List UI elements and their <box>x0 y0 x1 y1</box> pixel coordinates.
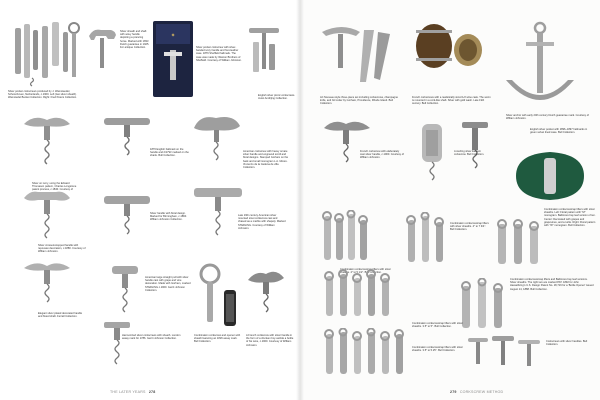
caption-wine-cask: French corkscrews with a realistically sized 1/2 wine cask. The worm is mounted in a cork-like shaft. Silver with gold wash. Late 19th century. Bull Collection. <box>412 96 491 106</box>
right-page <box>300 0 600 400</box>
harmonized-sheath-corkscrew-image <box>100 320 134 376</box>
pat-1892-openers-image <box>458 278 506 332</box>
ivory-thomason-corkscrew-image <box>22 114 72 174</box>
caption-plated-fluted: Elegant silver plated decorated handle and fluted shaft. Ferrall Collection. <box>38 312 83 319</box>
left-folio <box>110 390 155 394</box>
caption-cap-lifters-1: Combination corkscrew/cap lifters with silver sheaths. 4" to 5 1/2". Bull Collection. <box>340 268 391 275</box>
birmingham-floral-corkscrew-image <box>102 190 152 246</box>
caption-english-hallmark: 1876 English hallmark on the handle and 2/1793 marked on the shank. Bull Collection. <box>150 148 189 158</box>
caption-gorham-american: American corkscrew with heavy ornate silver handle and engraved scroll and floral designs. Stamped Gorham on the back and small monogram L.A. Moore. Vincenzo de la Cadena de villa Collection. <box>243 150 289 170</box>
cap-lifters-group-3-image <box>322 328 412 378</box>
cased-pocket-corkscrew-image <box>152 20 194 98</box>
caption-silver-anchor: Silver anchor with early 20th century Dutch guarantee mark. Courtesy of William Johnston. <box>506 114 589 121</box>
caption-grape-vine: American large straight pull with silver handle cast with grape and vine decoration. Made with Gorham, marked STERLING c.1900. Gerrit Johnson Collection. <box>145 276 191 292</box>
cap-lifters-monogram-image <box>494 218 544 268</box>
dutch-pocket-corkscrews-image <box>12 20 82 88</box>
horse-sheath-corkscrew-image <box>86 24 120 70</box>
english-hallmark-corkscrew-image <box>102 114 152 164</box>
caption-repousse: Silver crossed-stopped handle with repoussé decoration, c.1880. Courtesy of William Johnston. <box>38 244 86 254</box>
drunken-boy-corkscrew-image <box>244 268 288 324</box>
art-nouveau-set-image <box>318 22 398 92</box>
caption-english-picnic: English silver picnic corkscrews. Joost Andrijing Collection. <box>258 94 296 101</box>
caption-cap-lifters-4: Combination corkscrew/cap lifters with silver sheaths. 3.5" to 5.25". Bull Collection. <box>412 346 463 353</box>
caption-pat-1892: Combination corkscrews/cap lifters and Baltimore bay leaf versions. Silver sheaths. The right two are marked PAT. 1892 for John Hasselbring's U.S. Design Patent No. 18,716 for a 'Bottle Opener' issued August 14, 1888. Bull Collection. <box>510 278 594 291</box>
repousse-corkscrew-image <box>22 188 72 244</box>
caption-birmingham-floral: Silver handle with floral design. Marked for Birmingham, c.1860. William Johnston Collection. <box>150 212 187 222</box>
caption-silver-handles: Corkscrews with silver handles. Bull Collection. <box>546 340 588 347</box>
caption-harmonized-sheath: Harmonized silver corkscrews with sheath. London assay mark for 1786. Gerrit Johnson Collection. <box>122 334 181 341</box>
sterling-eastern-corkscrew-image <box>412 120 452 192</box>
caption-sterling-eastern: A sterling silver Eastern corkscrew. Bull Collection. <box>454 150 485 157</box>
caption-cap-lifters-3: Combination corkscrew/cap lifters with silver sheaths. 3.5" to 5". Bull Collection. <box>412 322 463 329</box>
french-cast-corkscrew-image <box>322 118 372 174</box>
gorham-american-corkscrew-image <box>190 112 242 168</box>
wine-cask-corkscrew-image <box>412 20 492 72</box>
opener-sheath-corkscrew-image <box>198 262 242 330</box>
left-page-number: 278 <box>148 390 156 394</box>
caption-horse-sheath: Silver sheath and shaft with wavy handle depicting a prancing horse. Marked with 1833 Dutch guarantee in 1925. For antique Collection. <box>120 30 150 50</box>
right-running-head: CORKSCREW METHOD <box>459 390 504 394</box>
cap-lifters-group-1-image <box>320 210 376 266</box>
caption-dutch-pocket: Silver pocket corkscrews produced by J. Wamsteedel, Schoonhoven, Netherlands, c.1900. Left (two silver sheath). Wamstedel Bucket Collection. Right: Fred Peters Collection. <box>8 90 77 100</box>
english-picnic-corkscrews-image <box>245 22 283 90</box>
grape-vine-straight-pull-image <box>110 262 140 318</box>
sterling-stout-corkscrew-image <box>192 182 244 242</box>
caption-green-velvet: English silver pocket with 1896–1897 hallmarks in green velvet lined case. Bull Collection. <box>530 128 588 135</box>
caption-art-nouveau: Art Nouveau style three-piece set including corkscrews, champagne knife, and foil cutter by Gorham, Providence, Rhode Island. Bull Collection. <box>320 96 398 106</box>
baltimore-bay-leaf-image <box>322 268 402 320</box>
book-gutter <box>296 0 304 400</box>
caption-cap-lifters-monogram: Combination corkscrew/cap lifters with silver sheaths. Left: Floral pattern with "M" monogram. Baltimore bay leaf version of ten. Center: Decorated with grapes and grapevines, and a turtle. Right: Floral pattern with "W" monogram. Bull Collection. <box>544 208 596 228</box>
caption-cap-lifters-2: Combination corkscrew/cap lifters with silver sheaths. 4" to 7 3/4". Bull Collection. <box>450 222 489 232</box>
caption-sterling-stout: Late 19th century American silver mounted stout corkscrew cast and chased as a marble with shapely. Marked STERLING. Courtesy of William Johnston. <box>238 214 286 230</box>
silver-handle-corkscrews-image <box>466 334 546 378</box>
caption-drunken-boy: A French corkscrew with silver handle in the form of a drunken boy astride a bottle of his wine, c.1900. Courtesy of William Johnston. <box>246 334 294 347</box>
caption-cased-pocket: Silver pocket corkscrew with silver-banded ivory handle and foot-leather case. 1876 Sheffield hallmark. The case was made by Weston Brothers of Sheffield. Courtesy of William Johnston. <box>196 46 242 62</box>
svg-text:◆: ◆ <box>171 32 175 37</box>
silver-anchor-corkscrew-image <box>500 20 580 112</box>
caption-french-cast: French corkscrew with elaborately cast silver handle, c.1900. Courtesy of William Johnston. <box>360 150 404 160</box>
caption-ivory-thomason: Silver on ivory, using the Edward Thomason pattern, Charles Longstone patent process, c.1840. Courtesy of <box>32 182 77 192</box>
caption-opener-sheath: Combination corkscrew and opener with sheath featuring an 1826 assay mark. Bull Collection. <box>194 334 241 344</box>
green-velvet-case-image <box>514 150 586 202</box>
right-folio <box>450 390 503 394</box>
right-page-number: 279 <box>450 390 457 394</box>
cap-lifters-group-2-image <box>404 212 450 266</box>
left-running-head: THE LATER YEARS <box>110 390 146 394</box>
plated-fluted-corkscrew-image <box>22 260 72 310</box>
